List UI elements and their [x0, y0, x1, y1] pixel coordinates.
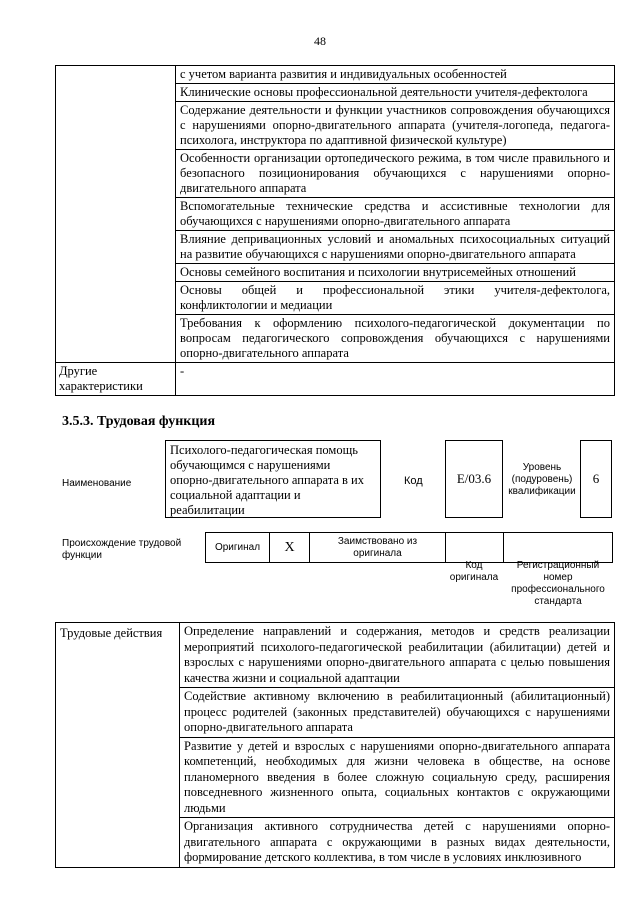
function-name-box: Психолого-педагогическая помощь обучающимся с нарушениями опорно-двигательного аппарата в их социальной адаптации и реабилитации	[165, 440, 381, 518]
level-label: Уровень (подуровень) квалификации	[508, 462, 576, 497]
table-row: Развитие у детей и взрослых с нарушениями опорно-двигательного аппарата компетенций, необходимых для жизни человека в обществе, на основе планомерного введения в более сложную социальную среду, расширения повседневного жизненного опыта, социальных контактов с окружающими людьми	[180, 738, 614, 819]
knowledge-label-cell	[56, 66, 176, 362]
table-row: Определение направлений и содержания, методов и средств реализации мероприятий психолого-педагогической реабилитации (абилитации) детей и взрослых с нарушениями опорно-двигательного аппарата с целью повышения качества жизни и социальной адаптации	[180, 623, 614, 688]
table-row: Организация активного сотрудничества детей с нарушениями опорно-двигательного аппарата с окружающими в разных видах деятельности, формирование детского коллектива, в том числе в условиях инклюзивного	[184, 819, 610, 864]
table-row: Основы семейного воспитания и психологии внутрисемейных отношений	[176, 264, 614, 282]
table-row: Особенности организации ортопедического режима, в том числе правильного и безопасного позиционирования обучающихся с нарушениями опорно-двигательного аппарата	[176, 150, 614, 198]
labor-actions-table	[55, 622, 615, 868]
original-mark-cell: X	[270, 533, 310, 562]
code-value-box: E/03.6	[445, 440, 503, 518]
table-row: с учетом варианта развития и индивидуальных особенностей	[176, 66, 614, 84]
original-cell: Оригинал	[206, 533, 270, 562]
registration-caption: Регистрационный номер профессионального стандарта	[511, 560, 605, 607]
other-characteristics-row	[56, 363, 614, 396]
name-label: Наименование	[62, 478, 132, 489]
registration-number-cell	[504, 533, 612, 562]
table-row: Клинические основы профессиональной деятельности учителя-дефектолога	[176, 84, 614, 102]
origin-row	[205, 532, 613, 563]
labor-actions-items	[180, 623, 614, 867]
code-label: Код	[404, 475, 423, 487]
table-row: Требования к оформлению психолого-педагогической документации по вопросам педагогического сопровождения обучающихся с нарушениями опорно-двигательного аппарата	[180, 316, 610, 360]
table-row: Влияние депривационных условий и аномальных психосоциальных ситуаций на развитие обучающихся с нарушениями опорно-двигательного аппарата	[176, 231, 614, 264]
code-original-caption: Код оригинала	[449, 560, 499, 583]
table-row: Содействие активному включению в реабилитационный (абилитационный) процесс родителей (законных представителей) обучающихся с нарушениями опорно-двигательного аппарата	[180, 688, 614, 738]
borrowed-cell: Заимствовано из оригинала	[310, 533, 446, 562]
origin-label: Происхождение трудовой функции	[62, 538, 182, 561]
table-row: Вспомогательные технические средства и ассистивные технологии для обучающихся с нарушениями опорно-двигательного аппарата	[176, 198, 614, 231]
table-row: Содержание деятельности и функции участников сопровождения обучающихся с нарушениями опорно-двигательного аппарата (учителя-логопеда, педагога-психолога, инструктора по адаптивной физической культуре)	[176, 102, 614, 150]
labor-actions-label: Трудовые действия	[56, 623, 180, 867]
page-number: 48	[314, 34, 326, 48]
original-code-cell	[446, 533, 504, 562]
knowledge-table	[55, 65, 615, 396]
other-characteristics-value: -	[180, 364, 185, 378]
section-title: 3.5.3. Трудовая функция	[62, 414, 216, 429]
level-value-box: 6	[580, 440, 612, 518]
table-row: Основы общей и профессиональной этики учителя-дефектолога, конфликтологии и медиации	[176, 282, 614, 315]
knowledge-items	[176, 66, 614, 362]
other-characteristics-label: Другие характеристики	[56, 363, 176, 395]
knowledge-row-group	[56, 66, 614, 363]
